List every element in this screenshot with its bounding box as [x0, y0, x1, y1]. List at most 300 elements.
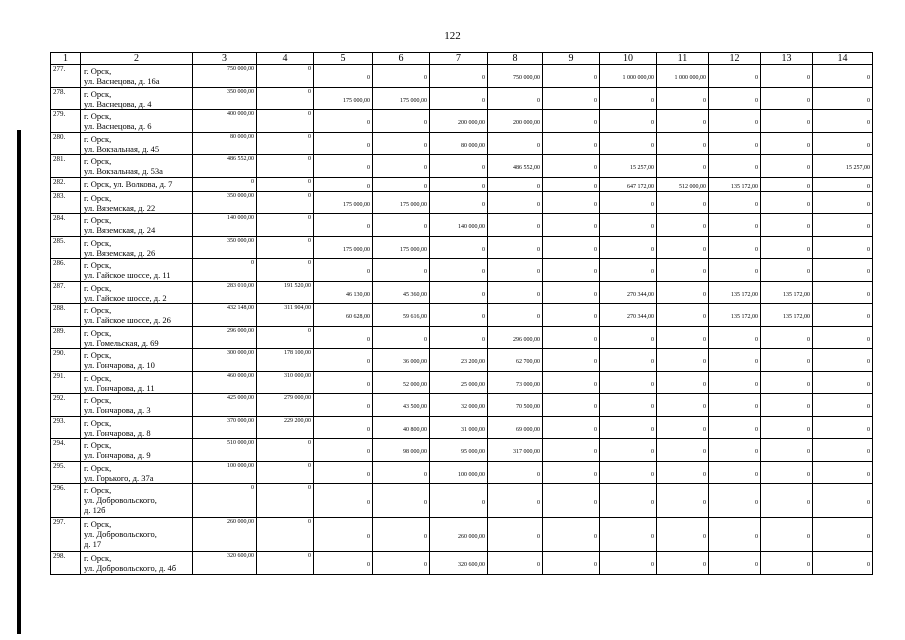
value-cell-col-9: 0 — [543, 484, 600, 518]
value-cell-col-9: 0 — [543, 177, 600, 191]
value-cell-col-10: 0 — [600, 236, 657, 259]
value-cell-col-10: 0 — [600, 259, 657, 282]
value-cell-col-5: 0 — [314, 177, 373, 191]
value-cell-col-6: 98 000,00 — [373, 439, 430, 462]
value-cell-col-5: 0 — [314, 439, 373, 462]
address-line: г. Орск, — [84, 519, 112, 529]
value-cell-col-6: 0 — [373, 110, 430, 133]
value-cell-col-8: 750 000,00 — [488, 65, 543, 88]
value-cell-col-5: 0 — [314, 484, 373, 518]
value-cell-col-6: 0 — [373, 177, 430, 191]
value-cell-col-3: 460 000,00 — [193, 371, 257, 394]
value-cell-col-6: 0 — [373, 65, 430, 88]
address-line: г. Орск, — [84, 485, 112, 495]
address-line: г. Орск, — [84, 260, 112, 270]
address-line: ул. Вяземская, д. 26 — [84, 247, 156, 258]
address-line: ул. Вяземская, д. 22 — [84, 202, 156, 213]
address-line: г. Орск, — [84, 553, 112, 563]
row-number: 287. — [51, 281, 81, 304]
table-row — [51, 416, 873, 439]
table-row — [51, 371, 873, 394]
value-cell-col-12: 135 172,00 — [709, 281, 761, 304]
value-cell-col-3: 350 000,00 — [193, 87, 257, 110]
value-cell-col-7: 0 — [430, 259, 488, 282]
address-line: г. Орск, — [84, 215, 112, 225]
table-row — [51, 439, 873, 462]
value-cell-col-9: 0 — [543, 371, 600, 394]
value-cell-col-6: 0 — [373, 132, 430, 155]
value-cell-col-3: 350 000,00 — [193, 191, 257, 214]
address-line: д. 12б — [84, 505, 106, 515]
value-cell-col-7: 0 — [430, 177, 488, 191]
address-cell — [81, 65, 193, 88]
value-cell-col-6: 43 500,00 — [373, 394, 430, 417]
value-cell-col-13: 0 — [761, 110, 813, 133]
value-cell-col-8: 0 — [488, 552, 543, 575]
table-row — [51, 132, 873, 155]
column-header-8: 8 — [488, 53, 543, 65]
address-line: г. Орск, — [84, 417, 112, 428]
address-cell — [81, 155, 193, 178]
address-cell — [81, 177, 193, 191]
value-cell-col-10: 0 — [600, 518, 657, 552]
row-number: 293. — [51, 416, 81, 439]
value-cell-col-9: 0 — [543, 87, 600, 110]
address-line: ул. Васнецова, д. 6 — [84, 121, 152, 131]
address-cell — [81, 236, 193, 259]
value-cell-col-7: 0 — [430, 304, 488, 327]
value-cell-col-7: 260 000,00 — [430, 518, 488, 552]
table-body — [51, 65, 873, 575]
value-cell-col-5: 0 — [314, 259, 373, 282]
value-cell-col-11: 0 — [657, 416, 709, 439]
table-row — [51, 214, 873, 237]
value-cell-col-9: 0 — [543, 214, 600, 237]
address-line: г. Орск, — [84, 327, 112, 338]
value-cell-col-10: 647 172,00 — [600, 177, 657, 191]
value-cell-col-5: 0 — [314, 155, 373, 178]
column-number-row — [51, 53, 873, 65]
value-cell-col-8: 0 — [488, 259, 543, 282]
value-cell-col-8: 69 000,00 — [488, 416, 543, 439]
row-number: 285. — [51, 236, 81, 259]
row-number: 280. — [51, 132, 81, 155]
address-line: ул. Гайское шоссе, д. 26 — [84, 315, 171, 325]
value-cell-col-3: 260 000,00 — [193, 518, 257, 552]
table-row — [51, 552, 873, 575]
address-line: г. Орск, — [84, 111, 112, 121]
value-cell-col-13: 0 — [761, 214, 813, 237]
page-edge-bar — [17, 130, 21, 634]
value-cell-col-3: 0 — [193, 177, 257, 191]
value-cell-col-4: 0 — [257, 177, 314, 191]
value-cell-col-11: 0 — [657, 236, 709, 259]
table-row — [51, 461, 873, 484]
value-cell-col-3: 80 000,00 — [193, 132, 257, 155]
column-header-11: 11 — [657, 53, 709, 65]
value-cell-col-6: 0 — [373, 259, 430, 282]
address-cell — [81, 281, 193, 304]
value-cell-col-6: 40 800,00 — [373, 416, 430, 439]
address-line: г. Орск, — [84, 192, 112, 203]
value-cell-col-14: 0 — [813, 65, 873, 88]
address-line: г. Орск, — [84, 156, 112, 166]
address-line: г. Орск, — [84, 305, 112, 315]
address-cell — [81, 416, 193, 439]
row-number: 297. — [51, 518, 81, 552]
row-number: 288. — [51, 304, 81, 327]
value-cell-col-9: 0 — [543, 110, 600, 133]
table-row — [51, 155, 873, 178]
value-cell-col-4: 0 — [257, 87, 314, 110]
table-row — [51, 304, 873, 327]
value-cell-col-8: 200 000,00 — [488, 110, 543, 133]
value-cell-col-13: 0 — [761, 416, 813, 439]
value-cell-col-8: 0 — [488, 461, 543, 484]
value-cell-col-14: 0 — [813, 371, 873, 394]
value-cell-col-14: 0 — [813, 304, 873, 327]
address-cell — [81, 304, 193, 327]
value-cell-col-10: 0 — [600, 371, 657, 394]
value-cell-col-12: 135 172,00 — [709, 304, 761, 327]
value-cell-col-12: 0 — [709, 394, 761, 417]
address-cell — [81, 326, 193, 349]
address-line: ул. Вокзальная, д. 45 — [84, 143, 160, 154]
value-cell-col-6: 36 000,00 — [373, 349, 430, 372]
value-cell-col-9: 0 — [543, 191, 600, 214]
value-cell-col-12: 135 172,00 — [709, 177, 761, 191]
value-cell-col-12: 0 — [709, 552, 761, 575]
value-cell-col-4: 0 — [257, 326, 314, 349]
value-cell-col-11: 0 — [657, 304, 709, 327]
value-cell-col-13: 0 — [761, 394, 813, 417]
value-cell-col-5: 0 — [314, 416, 373, 439]
value-cell-col-5: 0 — [314, 132, 373, 155]
value-cell-col-10: 0 — [600, 552, 657, 575]
value-cell-col-8: 0 — [488, 236, 543, 259]
value-cell-col-7: 0 — [430, 281, 488, 304]
value-cell-col-3: 140 000,00 — [193, 214, 257, 237]
value-cell-col-11: 0 — [657, 281, 709, 304]
value-cell-col-13: 0 — [761, 236, 813, 259]
value-cell-col-12: 0 — [709, 371, 761, 394]
value-cell-col-10: 0 — [600, 214, 657, 237]
table-row — [51, 349, 873, 372]
value-cell-col-13: 0 — [761, 259, 813, 282]
address-line: ул. Вокзальная, д. 53а — [84, 166, 163, 176]
value-cell-col-12: 0 — [709, 155, 761, 178]
table-row — [51, 87, 873, 110]
value-cell-col-11: 0 — [657, 191, 709, 214]
address-line: ул. Добровольского, — [84, 529, 157, 539]
value-cell-col-11: 0 — [657, 326, 709, 349]
column-header-6: 6 — [373, 53, 430, 65]
value-cell-col-10: 0 — [600, 110, 657, 133]
row-number: 290. — [51, 349, 81, 372]
value-cell-col-4: 0 — [257, 110, 314, 133]
column-header-4: 4 — [257, 53, 314, 65]
value-cell-col-7: 0 — [430, 191, 488, 214]
value-cell-col-14: 0 — [813, 461, 873, 484]
value-cell-col-8: 0 — [488, 87, 543, 110]
value-cell-col-10: 0 — [600, 132, 657, 155]
value-cell-col-13: 135 172,00 — [761, 304, 813, 327]
value-cell-col-9: 0 — [543, 461, 600, 484]
value-cell-col-9: 0 — [543, 304, 600, 327]
address-line: г. Орск, — [84, 133, 112, 144]
value-cell-col-10: 270 344,00 — [600, 281, 657, 304]
value-cell-col-5: 46 130,00 — [314, 281, 373, 304]
value-cell-col-14: 0 — [813, 214, 873, 237]
value-cell-col-10: 270 344,00 — [600, 304, 657, 327]
value-cell-col-9: 0 — [543, 394, 600, 417]
value-cell-col-3: 750 000,00 — [193, 65, 257, 88]
registry-table — [50, 52, 873, 575]
value-cell-col-5: 0 — [314, 110, 373, 133]
address-cell — [81, 87, 193, 110]
value-cell-col-7: 80 000,00 — [430, 132, 488, 155]
value-cell-col-14: 0 — [813, 326, 873, 349]
table-row — [51, 236, 873, 259]
value-cell-col-12: 0 — [709, 349, 761, 372]
value-cell-col-6: 45 360,00 — [373, 281, 430, 304]
value-cell-col-11: 0 — [657, 214, 709, 237]
value-cell-col-14: 0 — [813, 281, 873, 304]
address-line: д. 17 — [84, 539, 102, 549]
value-cell-col-11: 0 — [657, 371, 709, 394]
value-cell-col-3: 432 148,00 — [193, 304, 257, 327]
value-cell-col-7: 32 000,00 — [430, 394, 488, 417]
value-cell-col-11: 0 — [657, 394, 709, 417]
value-cell-col-5: 60 628,00 — [314, 304, 373, 327]
value-cell-col-12: 0 — [709, 461, 761, 484]
value-cell-col-12: 0 — [709, 326, 761, 349]
value-cell-col-5: 0 — [314, 552, 373, 575]
value-cell-col-7: 100 000,00 — [430, 461, 488, 484]
value-cell-col-11: 0 — [657, 349, 709, 372]
value-cell-col-14: 0 — [813, 259, 873, 282]
value-cell-col-13: 0 — [761, 518, 813, 552]
value-cell-col-11: 0 — [657, 110, 709, 133]
address-line: г. Орск, — [84, 66, 112, 76]
value-cell-col-5: 175 000,00 — [314, 87, 373, 110]
value-cell-col-3: 350 000,00 — [193, 236, 257, 259]
value-cell-col-4: 0 — [257, 132, 314, 155]
value-cell-col-12: 0 — [709, 259, 761, 282]
row-number: 279. — [51, 110, 81, 133]
table-row — [51, 281, 873, 304]
address-line: ул. Гомельская, д. 69 — [84, 337, 159, 348]
address-line: ул. Вяземская, д. 24 — [84, 225, 156, 235]
value-cell-col-10: 0 — [600, 326, 657, 349]
row-number: 295. — [51, 461, 81, 484]
value-cell-col-5: 175 000,00 — [314, 191, 373, 214]
value-cell-col-3: 510 000,00 — [193, 439, 257, 462]
value-cell-col-10: 0 — [600, 349, 657, 372]
value-cell-col-9: 0 — [543, 155, 600, 178]
address-cell — [81, 349, 193, 372]
value-cell-col-4: 0 — [257, 439, 314, 462]
value-cell-col-4: 0 — [257, 236, 314, 259]
address-line: г. Орск, — [84, 88, 112, 99]
value-cell-col-6: 59 616,00 — [373, 304, 430, 327]
value-cell-col-14: 0 — [813, 110, 873, 133]
value-cell-col-6: 0 — [373, 518, 430, 552]
column-header-12: 12 — [709, 53, 761, 65]
value-cell-col-8: 0 — [488, 484, 543, 518]
value-cell-col-9: 0 — [543, 416, 600, 439]
value-cell-col-13: 0 — [761, 132, 813, 155]
address-line: г. Орск, — [84, 282, 112, 293]
value-cell-col-4: 0 — [257, 552, 314, 575]
value-cell-col-12: 0 — [709, 191, 761, 214]
row-number: 298. — [51, 552, 81, 575]
value-cell-col-3: 486 552,00 — [193, 155, 257, 178]
column-header-2: 2 — [81, 53, 193, 65]
value-cell-col-14: 0 — [813, 132, 873, 155]
value-cell-col-6: 0 — [373, 214, 430, 237]
value-cell-col-13: 0 — [761, 484, 813, 518]
address-line: ул. Васнецова, д. 16а — [84, 76, 160, 86]
value-cell-col-9: 0 — [543, 552, 600, 575]
value-cell-col-14: 0 — [813, 484, 873, 518]
value-cell-col-5: 0 — [314, 518, 373, 552]
row-number: 277. — [51, 65, 81, 88]
value-cell-col-13: 135 172,00 — [761, 281, 813, 304]
value-cell-col-3: 370 000,00 — [193, 416, 257, 439]
value-cell-col-4: 310 000,00 — [257, 371, 314, 394]
value-cell-col-11: 0 — [657, 518, 709, 552]
value-cell-col-7: 0 — [430, 65, 488, 88]
table-row — [51, 65, 873, 88]
value-cell-col-7: 200 000,00 — [430, 110, 488, 133]
value-cell-col-11: 0 — [657, 259, 709, 282]
value-cell-col-14: 0 — [813, 177, 873, 191]
value-cell-col-14: 0 — [813, 349, 873, 372]
value-cell-col-12: 0 — [709, 214, 761, 237]
address-line: г. Орск, — [84, 237, 112, 248]
value-cell-col-10: 0 — [600, 484, 657, 518]
column-header-3: 3 — [193, 53, 257, 65]
row-number: 284. — [51, 214, 81, 237]
value-cell-col-6: 175 000,00 — [373, 191, 430, 214]
value-cell-col-11: 0 — [657, 155, 709, 178]
row-number: 292. — [51, 394, 81, 417]
address-cell — [81, 518, 193, 552]
value-cell-col-6: 0 — [373, 461, 430, 484]
value-cell-col-3: 0 — [193, 259, 257, 282]
value-cell-col-13: 0 — [761, 326, 813, 349]
value-cell-col-4: 311 904,00 — [257, 304, 314, 327]
address-cell — [81, 484, 193, 518]
value-cell-col-8: 73 000,00 — [488, 371, 543, 394]
value-cell-col-7: 0 — [430, 326, 488, 349]
value-cell-col-10: 0 — [600, 416, 657, 439]
value-cell-col-9: 0 — [543, 518, 600, 552]
value-cell-col-8: 0 — [488, 132, 543, 155]
address-line: ул. Гончарова, д. 3 — [84, 405, 151, 415]
address-cell — [81, 214, 193, 237]
value-cell-col-8: 0 — [488, 191, 543, 214]
value-cell-col-13: 0 — [761, 461, 813, 484]
value-cell-col-3: 400 000,00 — [193, 110, 257, 133]
value-cell-col-3: 320 600,00 — [193, 552, 257, 575]
value-cell-col-4: 0 — [257, 214, 314, 237]
value-cell-col-9: 0 — [543, 281, 600, 304]
column-header-10: 10 — [600, 53, 657, 65]
value-cell-col-14: 0 — [813, 394, 873, 417]
row-number: 289. — [51, 326, 81, 349]
value-cell-col-4: 0 — [257, 484, 314, 518]
value-cell-col-12: 0 — [709, 87, 761, 110]
value-cell-col-9: 0 — [543, 65, 600, 88]
row-number: 283. — [51, 191, 81, 214]
value-cell-col-11: 1 000 000,00 — [657, 65, 709, 88]
row-number: 286. — [51, 259, 81, 282]
value-cell-col-6: 0 — [373, 326, 430, 349]
value-cell-col-7: 0 — [430, 484, 488, 518]
value-cell-col-13: 0 — [761, 349, 813, 372]
address-cell — [81, 439, 193, 462]
address-line: ул. Гайское шоссе, д. 11 — [84, 270, 171, 280]
column-header-1: 1 — [51, 53, 81, 65]
value-cell-col-14: 0 — [813, 439, 873, 462]
value-cell-col-10: 1 000 000,00 — [600, 65, 657, 88]
address-line: г. Орск, — [84, 440, 112, 450]
value-cell-col-5: 0 — [314, 461, 373, 484]
value-cell-col-3: 296 000,00 — [193, 326, 257, 349]
value-cell-col-7: 320 600,00 — [430, 552, 488, 575]
value-cell-col-13: 0 — [761, 87, 813, 110]
value-cell-col-13: 0 — [761, 155, 813, 178]
value-cell-col-12: 0 — [709, 65, 761, 88]
value-cell-col-3: 425 000,00 — [193, 394, 257, 417]
value-cell-col-8: 317 000,00 — [488, 439, 543, 462]
value-cell-col-13: 0 — [761, 439, 813, 462]
value-cell-col-12: 0 — [709, 518, 761, 552]
address-cell — [81, 371, 193, 394]
table-row — [51, 110, 873, 133]
value-cell-col-9: 0 — [543, 326, 600, 349]
value-cell-col-9: 0 — [543, 349, 600, 372]
page-number: 122 — [444, 30, 461, 42]
value-cell-col-8: 0 — [488, 214, 543, 237]
table-row — [51, 326, 873, 349]
value-cell-col-3: 283 010,00 — [193, 281, 257, 304]
value-cell-col-10: 0 — [600, 191, 657, 214]
address-line: ул. Гончарова, д. 11 — [84, 382, 155, 393]
value-cell-col-5: 0 — [314, 65, 373, 88]
address-cell — [81, 110, 193, 133]
value-cell-col-13: 0 — [761, 191, 813, 214]
value-cell-col-13: 0 — [761, 371, 813, 394]
value-cell-col-14: 0 — [813, 552, 873, 575]
address-line: ул. Гайское шоссе, д. 2 — [84, 292, 167, 303]
value-cell-col-7: 31 000,00 — [430, 416, 488, 439]
value-cell-col-14: 15 257,00 — [813, 155, 873, 178]
value-cell-col-4: 0 — [257, 191, 314, 214]
value-cell-col-8: 70 500,00 — [488, 394, 543, 417]
table-row — [51, 191, 873, 214]
value-cell-col-4: 0 — [257, 461, 314, 484]
column-header-14: 14 — [813, 53, 873, 65]
value-cell-col-9: 0 — [543, 236, 600, 259]
table-row — [51, 259, 873, 282]
address-cell — [81, 394, 193, 417]
value-cell-col-7: 140 000,00 — [430, 214, 488, 237]
value-cell-col-3: 300 000,00 — [193, 349, 257, 372]
value-cell-col-13: 0 — [761, 552, 813, 575]
